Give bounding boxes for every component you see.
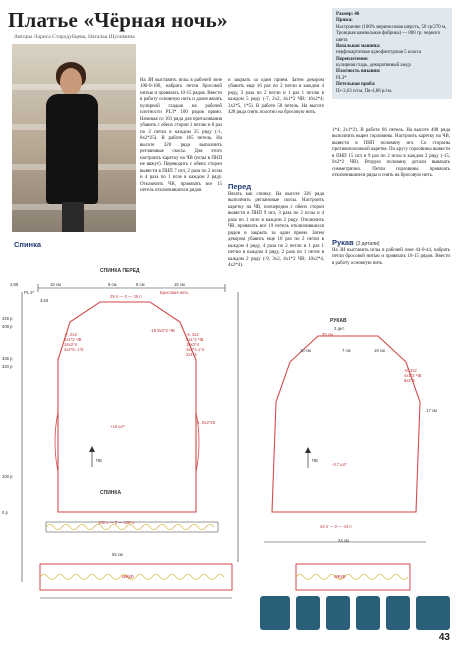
- label-m15-left: 15 см: [50, 282, 61, 287]
- page-number: 43: [438, 632, 450, 643]
- section-heading-sleeve: [332, 238, 380, 247]
- label-sleeve-parts: 2 дет.: [334, 326, 345, 331]
- label-rows-428: 428 р: [2, 316, 13, 321]
- density-text: PL3*: [336, 75, 347, 81]
- label-back-front: СПИНКА ПЕРЕД: [100, 268, 140, 274]
- label-back: СПИНКА: [100, 490, 122, 496]
- authors: Авторы Лариса Стародубцева, Наталья Шулимина: [14, 34, 135, 40]
- label-pv-back: ПВ: [96, 458, 102, 463]
- watermark-logo: [260, 588, 452, 638]
- column-text-2a: и закрыть за один прием. Затем декором убавить еще 16 раз по 2 петли в каждом 4 ряду, 3 раза по 2 петли и 1 раз 1 петлю в каждом 5 ряду (-7, 2х2, 4х1*2 ЧВ; 16х2*4; 3х2*5, 1*5). В работе 58 петель. На высоте 428 ряда снять полотно на бросовую нить.: [228, 78, 324, 116]
- label-m7-sleeve: 7 см: [342, 348, 351, 353]
- page-title: Платье «Чёрная ночь»: [8, 8, 228, 32]
- label-ajour-sleeve: ажур: [334, 574, 346, 580]
- label-m9: 9 см: [108, 282, 117, 287]
- column-text-3b: На ЗИ выставить иглы в рабочей зоне 44-0-44, набрать петли бросовой нитью и провязать 10-15 рядов. Ввести в работу основную нить: [332, 248, 450, 266]
- label-notes-bottom: -1, 8х2*25: [196, 420, 216, 425]
- label-488: 4,88: [10, 282, 19, 287]
- column-text-3a: 1*4; 2х1*2). В работе 66 петель. На высоте 408 ряда выполнить вырез горловины. Настроить каретку на ЧВ, вывести в ПНП половину игл. Со стороны противоположной каретке. По кругу горловины вывести в ПНП 15 игл и 9 раз по 2 иглы в каждом 2 ряду (-15, 9х2*2 ЧВ). Вторую половину детали вывязать симметрично. Петли горловины провязать отключившиеся ряды и снять на бросовую нить.: [332, 128, 450, 179]
- sleeve-heading-note: (2 детали): [355, 241, 380, 247]
- label-rows-336: 336 р: [2, 356, 13, 361]
- photo-caption: Спинка: [14, 240, 42, 249]
- yarn-text: Настроение (100% мериносовая шерсть, 50 гр/270 м, Троицкая камвольная фабрика) — 800 гр. черного цвета: [336, 24, 447, 43]
- label-rows-0: 0 р: [2, 510, 8, 515]
- column-text-1: На ЗИ выставить иглы в рабочей зоне 100-0-100, набрать петли бросовой нитью и провязать 10-15 рядов. Ввести в работу основную нить и далее вязать кулирной гладью на рабочей плотности PL3* 100 рядов прямо. Начиная со 101 ряда для приталивания убавить с обеих сторон 1 петлю и 8 раз по 2 петли в каждом 25 ряду (-1, 8х2*25). В работе 165 петель. На высоте 320 ряда выполнить реглановые скосы. Для этого настроить каретку на ЧВ (иглы в ПНП не вяжут). Переводить с обеих сторон вывести в ПНП 7 игл, 2 раза по 2 иглы и 4 раза по 1 игле в каждом 2 ряду. Отключить ЧВ, провязать все 15 петель отключившихся рядов: [140, 78, 222, 193]
- label-m10-sleeve: 10 см: [300, 348, 311, 353]
- label-pv-sleeve: ПВ: [312, 458, 318, 463]
- pattern-diagram: [0, 262, 460, 642]
- label-pl: PL 3*: [24, 290, 35, 295]
- label-width-24: 24 см: [338, 538, 349, 543]
- sleeve-heading-text: Рукав: [332, 238, 354, 247]
- column-text-2b: Вязать как спинку. На высоте 336 ряда выполнить реглановые скосы. Настроить каретку на ЧВ, поочередно с обеих сторон вывести в ПНП 9 игл, 3 раза по 2 иглы и 4 раза по 1 игле в каждом 2 ряду. Отключить ЧВ, провязать все 19 петель отключившихся рядов и закрыть за один прием. Затем декором убавить еще 10 раз по 2 петли в каждом 4 ряду, 4 раза по 2 петли и 1 раз 1 петлю в каждом 4 ряду, 2 раза по 1 петле в каждом 2 ряду (-9, 3х2, 4х1*2 ЧВ; 10х2*4, 4х2*4).: [228, 192, 324, 269]
- label-m17-sleeve: 17 см: [426, 408, 437, 413]
- label-sleeve-top: 35 см: [322, 332, 333, 337]
- label-sleeve-bottom: 44 п — 0 — 44 п: [320, 524, 352, 529]
- label-notes-right: -9, 3х2 4х1*2 ЧВ 10х2*4 4х2*4 1*4 2х1*2: [186, 332, 205, 357]
- label-sleeve-notes: -8, 3х2 4х1*2 ЧВ 8х2*4: [404, 368, 422, 383]
- label-rows-320: 320 р: [2, 364, 13, 369]
- label-ajour-back: ажур: [122, 574, 134, 580]
- label-back-mid: +16 шт*: [110, 424, 126, 429]
- size-label: Размер: 46: [336, 12, 360, 17]
- label-m8: 8 см: [136, 282, 145, 287]
- label-notes-left: -7, 2х2 4х1*2 ЧВ 16х2*4 3х2*5, 1*5: [64, 332, 84, 352]
- test-text: Пг-3,63 п/см, Пв-4,88 р/см.: [336, 88, 393, 94]
- test-heading: Петельная проба:: [336, 82, 376, 88]
- materials-box: [332, 8, 452, 99]
- label-width-55: 55 см: [112, 552, 123, 557]
- section-heading-front: Перед: [228, 182, 252, 191]
- label-back-top: 29 п — 0 — 29 п: [110, 294, 142, 299]
- yarn-heading: Пряжа:: [336, 18, 353, 24]
- label-sleeve-inc: +17 шт*: [332, 462, 348, 467]
- label-m19-sleeve: 19 см: [374, 348, 385, 353]
- density-heading: Плотность вязания:: [336, 69, 381, 75]
- label-sleeve: РУКАВ: [330, 318, 347, 324]
- weave-text: кулирная гладь, декоративный ажур: [336, 63, 411, 68]
- label-pb-back: Бросовая нить: [160, 290, 189, 295]
- weave-heading: Переплетение:: [336, 56, 369, 62]
- label-back-neck: -15 9х2*2 ЧВ: [150, 328, 175, 333]
- label-rows-408: 408 р: [2, 324, 13, 329]
- machine-text: перфокарточная однофонтурная 5 класса: [336, 50, 422, 56]
- model-photo: [12, 44, 136, 232]
- machine-heading: Вязальная машина:: [336, 43, 381, 49]
- label-pl-val: 3,63: [40, 298, 49, 303]
- label-m15-right: 15 см: [174, 282, 185, 287]
- label-back-bottom: 100 п — 0 — 100 п: [98, 520, 135, 525]
- label-rows-100: 100 р: [2, 474, 13, 479]
